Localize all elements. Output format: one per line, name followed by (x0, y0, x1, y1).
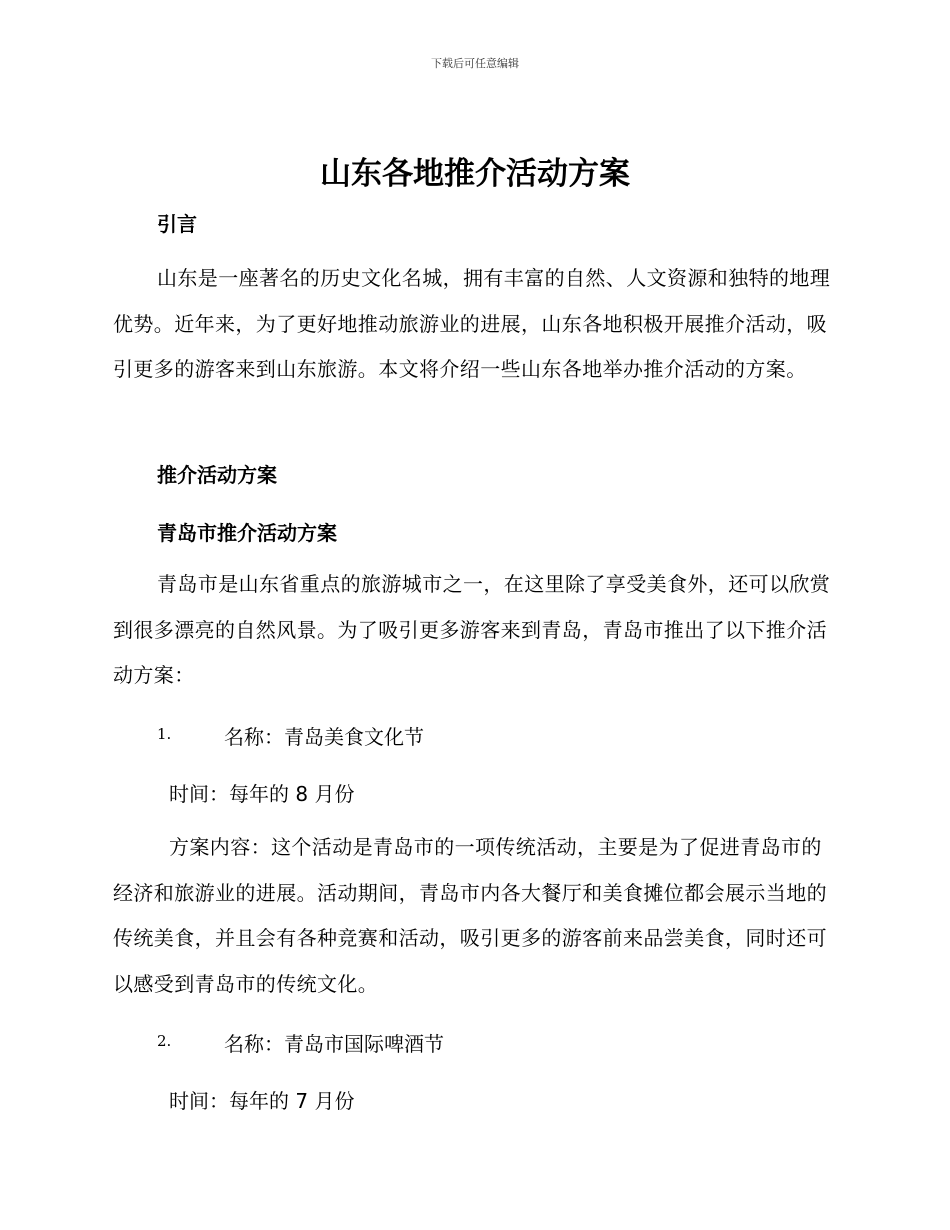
list-item-name: 名称：青岛美食文化节 (224, 725, 424, 749)
list-item-number: 2. (157, 1032, 172, 1050)
list-item-number: 1. (157, 725, 172, 743)
list-item-content: 方案内容：这个活动是青岛市的一项传统活动，主要是为了促进青岛市的经济和旅游业的进展。活动期间，青岛市内各大餐厅和美食摊位都会展示当地的传统美食，并且会有各种竞赛和活动，吸引更多的游客前来品尝美食，同时还可以感受到青岛市的传统文化。 (113, 835, 827, 996)
section-heading: 推介活动方案 (157, 463, 277, 487)
page-header-note: 下载后可任意编辑 (431, 57, 519, 70)
intro-heading: 引言 (157, 212, 197, 236)
list-item-time: 时间：每年的 8 月份 (169, 782, 355, 806)
list-item-time: 时间：每年的 7 月份 (169, 1089, 355, 1113)
list-item-name: 名称：青岛市国际啤酒节 (224, 1032, 444, 1056)
intro-paragraph: 山东是一座著名的历史文化名城，拥有丰富的自然、人文资源和独特的地理优势。近年来，为了更好地推动旅游业的进展，山东各地积极开展推介活动，吸引更多的游客来到山东旅游。本文将介绍一些山东各地举办推介活动的方案。 (113, 266, 831, 381)
subsection-heading-qingdao: 青岛市推介活动方案 (157, 521, 337, 545)
document-title: 山东各地推介活动方案 (320, 156, 630, 192)
qingdao-paragraph: 青岛市是山东省重点的旅游城市之一，在这里除了享受美食外，还可以欣赏到很多漂亮的自然风景。为了吸引更多游客来到青岛，青岛市推出了以下推介活动方案： (113, 572, 831, 687)
